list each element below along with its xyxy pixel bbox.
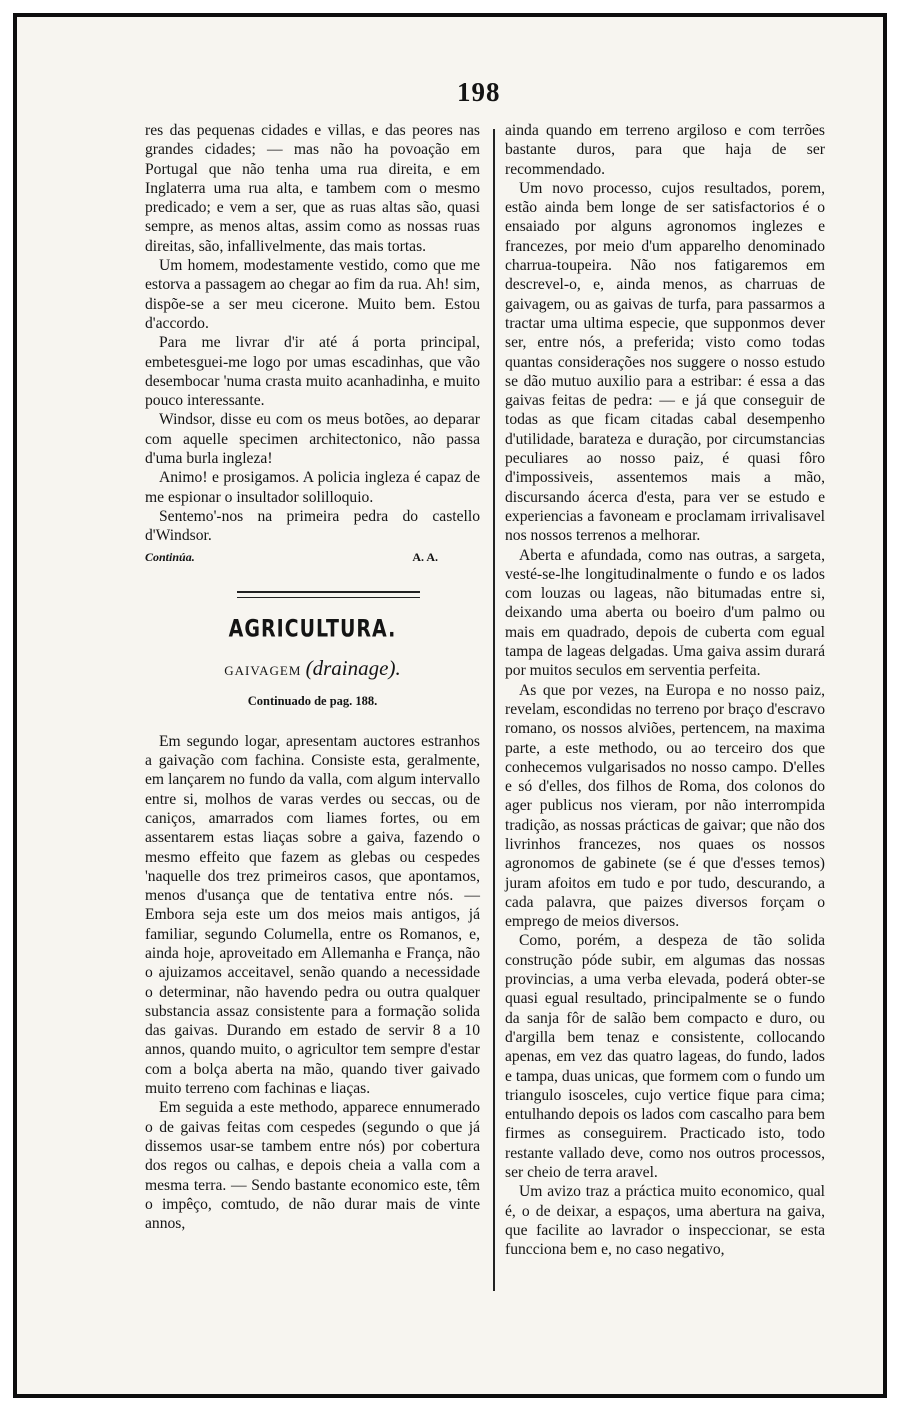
article-title-main: GAIVAGEM bbox=[224, 663, 302, 679]
author-signature: A. A. bbox=[412, 549, 438, 564]
paragraph: Em segundo logar, apresentam auctores estranhos a gaivação com fachina. Consiste esta, geralmente, em lançarem no fundo da valla, com algum intervallo entre si, molhos de varas verdes ou seccas, ou de caniços, amarrados com liames fortes, ou em assentarem estas liaças sobre a gaiva, fazendo o mesmo effeito que fazem as glebas ou cespedes 'naquelle dos trez primeiros casos, que apontamos, menos d'usança que de tentativa entre nós. — Embora seja este um dos meios mais antigos, já familiar, segundo Columella, entre os Romanos, e, ainda hoje, aproveitado em Allemanha e França, não o ajuizamos acceitavel, senão quando a necessidade o determinar, não havendo pedra ou outra qualquer substancia assaz consistente para a formação solida das gaivas. Durando em estado de servir 8 a 10 annos, quando muito, o agricultor tem sempre d'estar com a bolça aberta na mão, quando tiver gaivado muito terreno com fachinas e liaças. bbox=[145, 732, 480, 1098]
page-number: 198 bbox=[457, 77, 501, 107]
paragraph: ainda quando em terreno argiloso e com terrões bastante duros, para que haja de ser recommendado. bbox=[505, 122, 825, 178]
continua-note: Continúa. bbox=[145, 549, 195, 564]
paragraph: Sentemo'-nos na primeira pedra do castello d'Windsor. bbox=[145, 507, 480, 545]
newspaper-page bbox=[13, 13, 887, 1398]
section-divider bbox=[237, 591, 420, 598]
article-title-subtitle: (drainage). bbox=[305, 656, 401, 681]
left-column bbox=[145, 121, 480, 1233]
paragraph: Um homem, modestamente vestido, como que me estorva a passagem ao chegar ao fim da rua. Ah! sim, dispõe-se a ser meu cicerone. Muito bem. Estou d'accordo. bbox=[145, 257, 480, 332]
section-title: AGRICULTURA. bbox=[228, 614, 397, 643]
column-divider bbox=[493, 129, 495, 1291]
paragraph: As que por vezes, na Europa e no nosso paiz, revelam, escondidas no terreno por braço d'escravo romano, os nossos alviões, pertencem, na maxima parte, a este methodo, ou ao terceiro dos que conhecemos vulgarisados no nosso campo. D'elles e só d'elles, dos filhos de Roma, dos colonos do ager publicus nos vieram, por não interrompida tradição, as nossas prácticas de gaivar; que não dos livrinhos francezes, nos quaes os nossos agronomos de gabinete (se é que d'esses temos) juram afoitos em tudo e por tudo, descurando, a cada palavra, que paizes diversos forçam o emprego de meios diversos. bbox=[505, 681, 825, 931]
paragraph: Em seguida a este methodo, apparece ennumerado o de gaivas feitas com cespedes (segundo o que já dissemos usar-se tambem entre nós) por cobertura dos regos ou calhas, e depois cheia a valla com a mesma terra. — Sendo bastante economico este, têm o impêço, comtudo, de não durar mais de vinte annos, bbox=[145, 1099, 480, 1233]
paragraph: res das pequenas cidades e villas, e das peores nas grandes cidades; — mas não ha povoação em Portugal que não tenha uma rua direita, e em Inglaterra uma rua alta, e tambem com o mesmo predicado; e vem a ser, que as ruas altas são, quasi sempre, as menos altas, assim como as nossas ruas direitas, são, infallivelmente, das mais tortas. bbox=[145, 122, 480, 255]
continued-note: Continuado de pag. 188. bbox=[247, 694, 378, 709]
paragraph: Para me livrar d'ir até á porta principal, embetesguei-me logo por umas escadinhas, que vão desembocar 'numa crasta muito acanhadinha, e muito pouco interessante. bbox=[145, 334, 480, 410]
paragraph: Aberta e afundada, como nas outras, a sargeta, vesté-se-lhe longitudinalmente o fundo e os lados com louzas ou lageas, não bitumadas entre si, deixando uma aberta ou boeiro d'um palmo ou mais em quadrado, depois de cuberta com egual tampa de lageas delgadas. Uma gaiva assim durará por muitos seculos em serventia perfeita. bbox=[505, 546, 825, 680]
right-column bbox=[505, 121, 825, 1260]
article-signature-line bbox=[145, 548, 480, 567]
paragraph: Um novo processo, cujos resultados, porem, estão ainda bem longe de ser satisfactorios é o ensaiado por alguns agronomos inglezes e francezes, por meio d'um apparelho denominado charrua-toupeira. Não nos fatigaremos em descrevel-o, e, ainda menos, as charruas de gaivagem, ou as gaivas de turfa, para passarmos a tractar uma ultima especie, que supponmos dever ser, entre nós, a preferida; visto como todas quantas considerações nos suggere o nosso estudo se dão mutuo auxilio para a estribar: é essa a das gaivas feitas de pedra: — e já que conseguir de todas as que ficam citadas cabal desempenho d'utilidade, barateza e duração, por circumstancias peculiares ao nosso paiz, é quasi fôro d'impossiveis, assentemos mais a mão, discursando ácerca d'esta, para ver se estudo e experiencias a favoneam e proclamam irrivalisavel nos nossos terrenos a melhorar. bbox=[505, 179, 825, 545]
paragraph: Animo! e prosigamos. A policia ingleza é capaz de me espionar o insultador solilloquio. bbox=[145, 469, 480, 506]
paragraph: Um avizo traz a práctica muito economico, qual é, o de deixar, a espaços, uma abertura na gaiva, que facilite ao lavrador o inspeccionar, se esta funcciona bem e, no caso negativo, bbox=[505, 1183, 825, 1259]
paragraph: Como, porém, a despeza de tão solida construção póde subir, em algumas das nossas provincias, a uma verba elevada, poderá obter-se quasi egual resultado, principalmente se o fundo da sanja fôr de salão bem compacto e duro, ou d'argilla bem tenaz e consistente, collocando apenas, em vez das quatro lageas, do fundo, lados e tampa, duas unicas, que formem com o fundo um triangulo isosceles, cujo vertice fique para cima; entulhando depois os lados com cascalho para bem firmes as conseguirem. Practicado isto, todo restante vallado deve, como nos outros processos, ser cheio de terra aravel. bbox=[505, 932, 825, 1182]
article-title bbox=[145, 656, 480, 681]
paragraph: Windsor, disse eu com os meus botões, ao deparar com aquelle specimen architectonico, não passa d'uma burla ingleza! bbox=[145, 411, 480, 468]
